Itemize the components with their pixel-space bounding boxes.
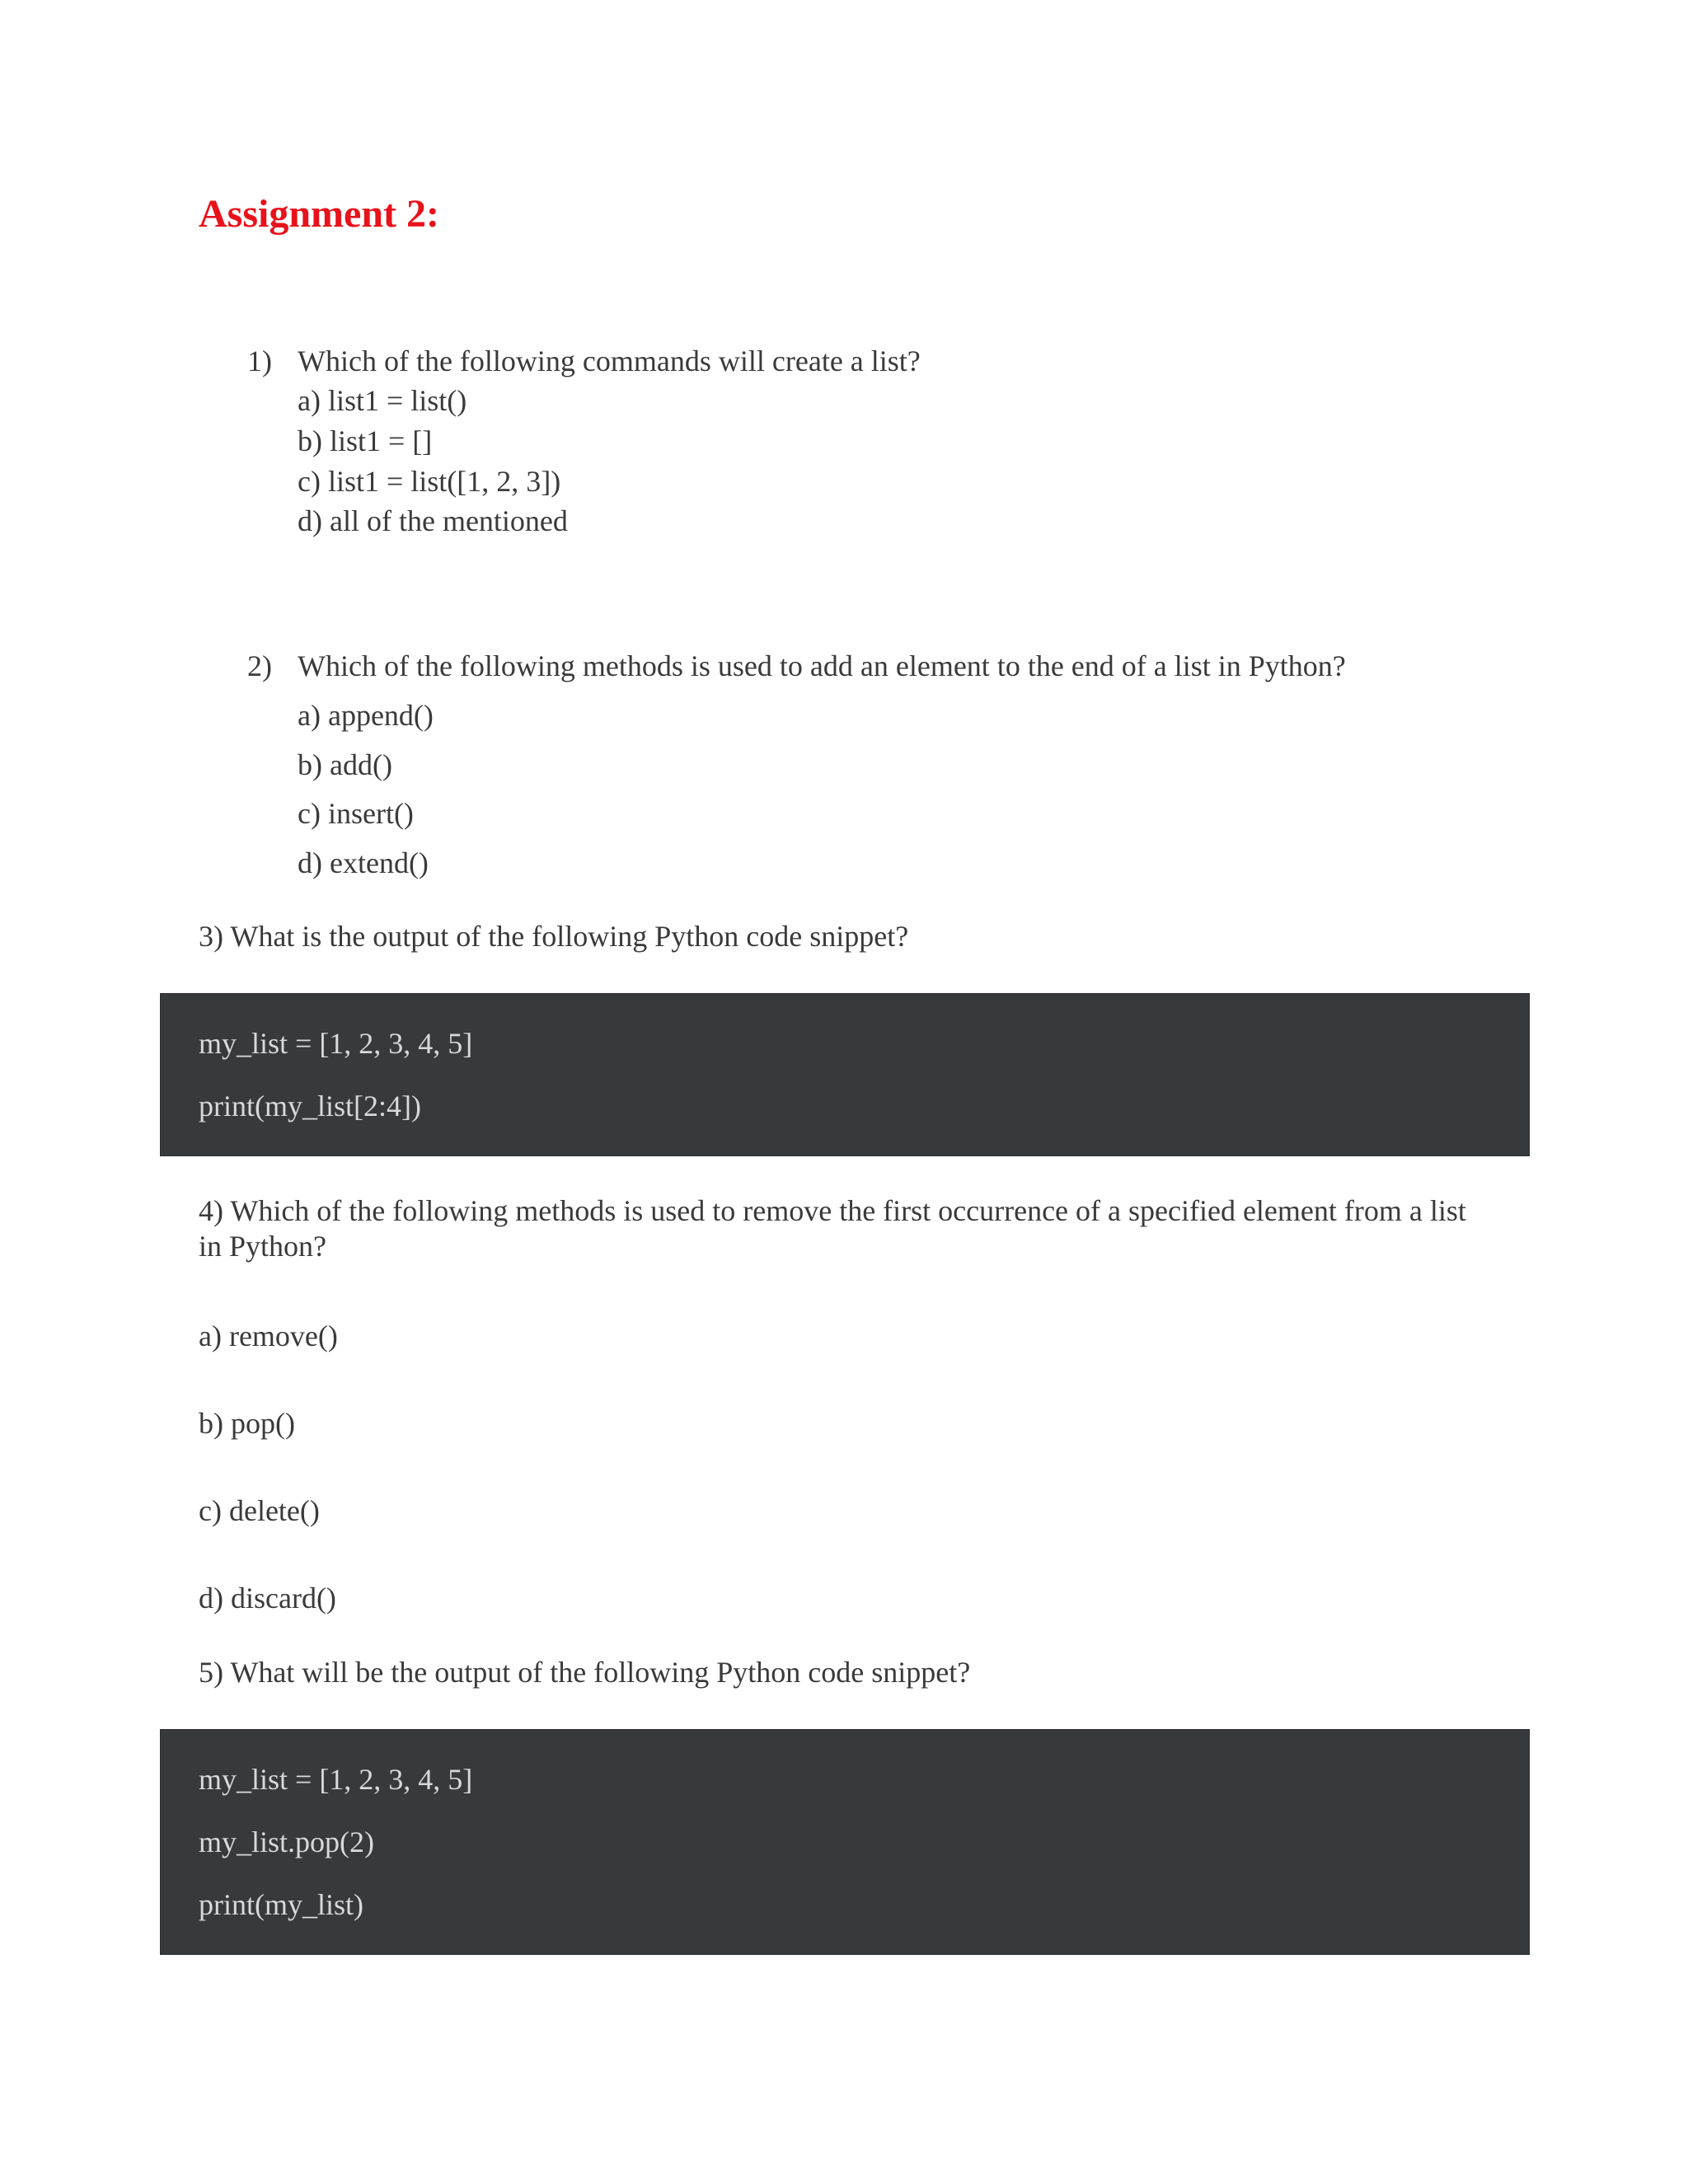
question-2-option-b: b) add() bbox=[298, 748, 392, 781]
question-2-text: Which of the following methods is used to add an element to the end of a list in Python? bbox=[298, 649, 1346, 682]
question-1-text: Which of the following commands will create a list? bbox=[298, 344, 921, 377]
code-line: my_list = [1, 2, 3, 4, 5] bbox=[199, 1027, 473, 1060]
code-line: my_list = [1, 2, 3, 4, 5] bbox=[199, 1763, 473, 1796]
question-1-option-c: c) list1 = list([1, 2, 3]) bbox=[298, 465, 561, 498]
question-5-text: 5) What will be the output of the following Python code snippet? bbox=[199, 1656, 971, 1689]
page-title: Assignment 2: bbox=[199, 192, 440, 236]
question-1-option-a: a) list1 = list() bbox=[298, 384, 467, 417]
question-2-number: 2) bbox=[247, 649, 272, 682]
question-4-option-d: d) discard() bbox=[199, 1582, 336, 1615]
question-1-option-d: d) all of the mentioned bbox=[298, 504, 568, 537]
question-2-option-a: a) append() bbox=[298, 699, 434, 732]
code-block bbox=[160, 993, 1530, 1156]
code-line: print(my_list[2:4]) bbox=[199, 1090, 421, 1122]
question-1-option-b: b) list1 = [] bbox=[298, 424, 433, 457]
code-line: my_list.pop(2) bbox=[199, 1825, 374, 1858]
question-4-option-a: a) remove() bbox=[199, 1319, 338, 1352]
code-line: print(my_list) bbox=[199, 1888, 363, 1921]
question-2-option-c: c) insert() bbox=[298, 797, 414, 830]
question-4-text: 4) Which of the following methods is used to remove the first occurrence of a specified element from a list in Python? bbox=[199, 1194, 1466, 1263]
question-4-option-b: b) pop() bbox=[199, 1407, 295, 1440]
question-1-number: 1) bbox=[247, 344, 272, 377]
question-2-option-d: d) extend() bbox=[298, 846, 429, 879]
code-block bbox=[160, 1729, 1530, 1955]
question-3-text: 3) What is the output of the following Python code snippet? bbox=[199, 920, 909, 953]
question-4-option-c: c) delete() bbox=[199, 1494, 320, 1527]
